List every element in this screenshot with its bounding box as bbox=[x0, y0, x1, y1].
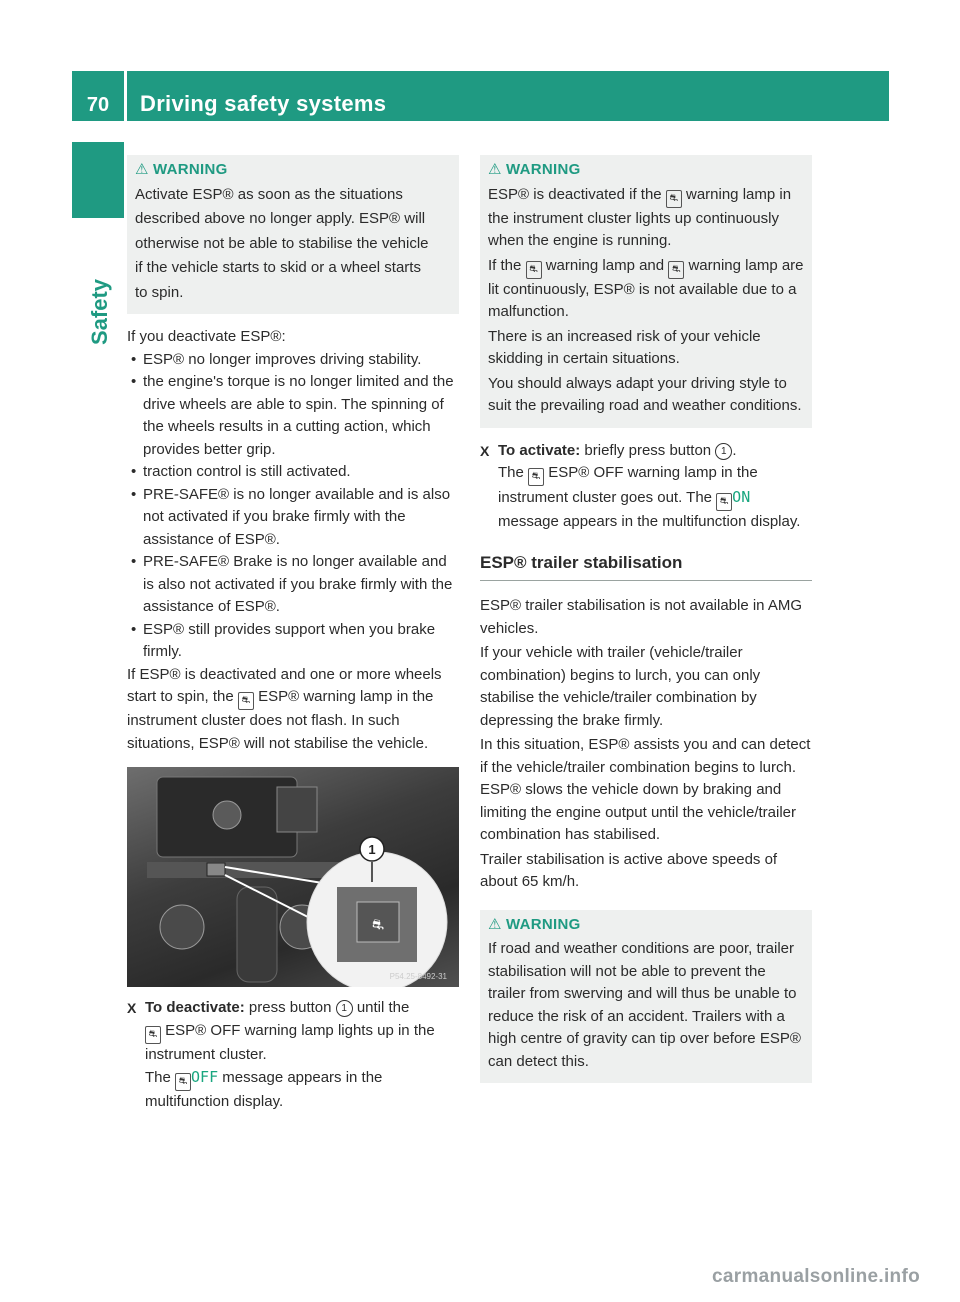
paragraph: ESP® trailer stabilisation is not available in AMG vehicles. bbox=[480, 597, 803, 637]
esp-off-icon: ⛐ bbox=[666, 190, 682, 208]
warning-triangle-icon: ⚠ bbox=[488, 161, 502, 178]
section-heading: ESP® trailer stabilisation bbox=[480, 552, 812, 582]
display-on-text: ON bbox=[732, 488, 751, 506]
esp-car-skid-icon: ⛐ bbox=[238, 692, 254, 710]
warning-title: ⚠ WARNING bbox=[488, 914, 804, 937]
warning-paragraph: There is an increased risk of your vehicle skidding in certain situations. bbox=[488, 327, 761, 367]
esp-off-icon: ⛐ bbox=[145, 1026, 161, 1044]
esp-off-icon: ⛐ bbox=[528, 468, 544, 486]
activate-step: X To activate: briefly press button 1 . The ⛐ ESP® OFF warning lamp in the instrument cluster goes out. The ⛐ ON message appears in the multifunction display. bbox=[480, 441, 801, 530]
paragraph: If ESP® is deactivated and one or more wheels start to spin, the ⛐ ESP® warning lamp in the instrument cluster does not flash. In such situations, ESP® will not stabilise the vehicle. bbox=[127, 665, 442, 752]
warning-paragraph: If the ⛐ warning lamp and ⛐ warning lamp are lit continuously, ESP® is not available due to a malfunction. bbox=[488, 256, 804, 320]
warning-line: to spin. bbox=[135, 283, 184, 301]
warning-box bbox=[480, 155, 812, 428]
display-off-text: OFF bbox=[191, 1068, 219, 1086]
left-column bbox=[127, 155, 459, 1114]
step-arrow-icon: X bbox=[127, 1000, 137, 1016]
warning-line: if the vehicle starts to skid or a wheel starts bbox=[135, 259, 421, 276]
header-divider bbox=[124, 71, 127, 121]
side-label: Safety bbox=[87, 278, 112, 345]
list-item: • ESP® still provides support when you brake firmly. bbox=[127, 619, 459, 664]
warning-title: ⚠ WARNING bbox=[135, 159, 451, 182]
warning-line: described above no longer apply. ESP® will bbox=[135, 210, 426, 227]
intro-text: If you deactivate ESP®: bbox=[127, 328, 286, 345]
warning-line: otherwise not be able to stabilise the vehicle bbox=[135, 234, 429, 252]
list-item: • ESP® no longer improves driving stability. bbox=[127, 349, 459, 372]
warning-box bbox=[127, 155, 459, 314]
warning-triangle-icon: ⚠ bbox=[135, 161, 149, 178]
button-1-icon: 1 bbox=[715, 443, 732, 460]
page-number: 70 bbox=[86, 94, 110, 116]
right-column bbox=[480, 155, 812, 1095]
list-item: • PRE-SAFE® Brake is no longer available and is also not activated if you brake firmly with the assistance of ESP®. bbox=[127, 551, 459, 619]
center-console-photo bbox=[127, 767, 459, 987]
svg-text:⛐: ⛐ bbox=[371, 916, 385, 932]
warning-triangle-icon: ⚠ bbox=[488, 915, 502, 933]
esp-off-icon: ⛐ bbox=[668, 261, 684, 279]
paragraph: Trailer stabilisation is active above speeds of about 65 km/h. bbox=[480, 850, 778, 890]
warning-line: Activate ESP® as soon as the situations bbox=[135, 185, 403, 203]
esp-car-skid-icon: ⛐ bbox=[526, 261, 542, 279]
bullet-list bbox=[127, 349, 459, 664]
paragraph: If your vehicle with trailer (vehicle/trailer combination) begins to lurch, you can only stabilise the vehicle/trailer combination by depressing the brake firmly. bbox=[480, 644, 761, 729]
list-item: • traction control is still activated. bbox=[127, 461, 459, 484]
warning-title: ⚠ WARNING bbox=[488, 159, 804, 182]
list-item: • the engine's torque is no longer limited and the drive wheels are able to spin. The spinning of the wheels results in a cutting action, which provides better grip. bbox=[127, 371, 459, 461]
page-title: Driving safety systems bbox=[140, 91, 387, 116]
esp-car-skid-icon: ⛐ bbox=[716, 493, 732, 511]
watermark: carmanualsonline.info bbox=[712, 1266, 920, 1287]
callout-number: 1 bbox=[368, 842, 376, 857]
esp-car-skid-icon: ⛐ bbox=[175, 1073, 191, 1091]
side-tab bbox=[72, 142, 124, 218]
button-1-icon: 1 bbox=[336, 1000, 353, 1017]
warning-paragraph: You should always adapt your driving style to suit the prevailing road and weather conditions. bbox=[488, 374, 802, 414]
warning-paragraph: If road and weather conditions are poor, trailer stabilisation will not be able to prevent the trailer from swerving and will thus be unable to reduce the risk of an accident. Trailers with a high centre of gravity can tip over before ESP® can detect this. bbox=[488, 940, 801, 1070]
console-illustration bbox=[127, 767, 459, 987]
warning-paragraph: ESP® is deactivated if the ⛐ warning lamp in the instrument cluster lights up continuously when the engine is running. bbox=[488, 185, 792, 249]
warning-box bbox=[480, 910, 812, 1084]
deactivate-step: X To deactivate: press button 1 until the ⛐ ESP® OFF warning lamp lights up in the instrument cluster. The ⛐ OFF message appears in the multifunction display. bbox=[127, 999, 435, 1110]
step-arrow-icon: X bbox=[480, 442, 490, 459]
list-item: • PRE-SAFE® is no longer available and is also not activated if you brake firmly with the assistance of ESP®. bbox=[127, 484, 459, 552]
photo-code: P54.25-8492-31 bbox=[389, 972, 447, 981]
paragraph: In this situation, ESP® assists you and can detect if the vehicle/trailer combination begins to lurch. ESP® slows the vehicle down by braking and limiting the engine output until the vehicle/trailer combination has stabilised. bbox=[480, 736, 811, 843]
